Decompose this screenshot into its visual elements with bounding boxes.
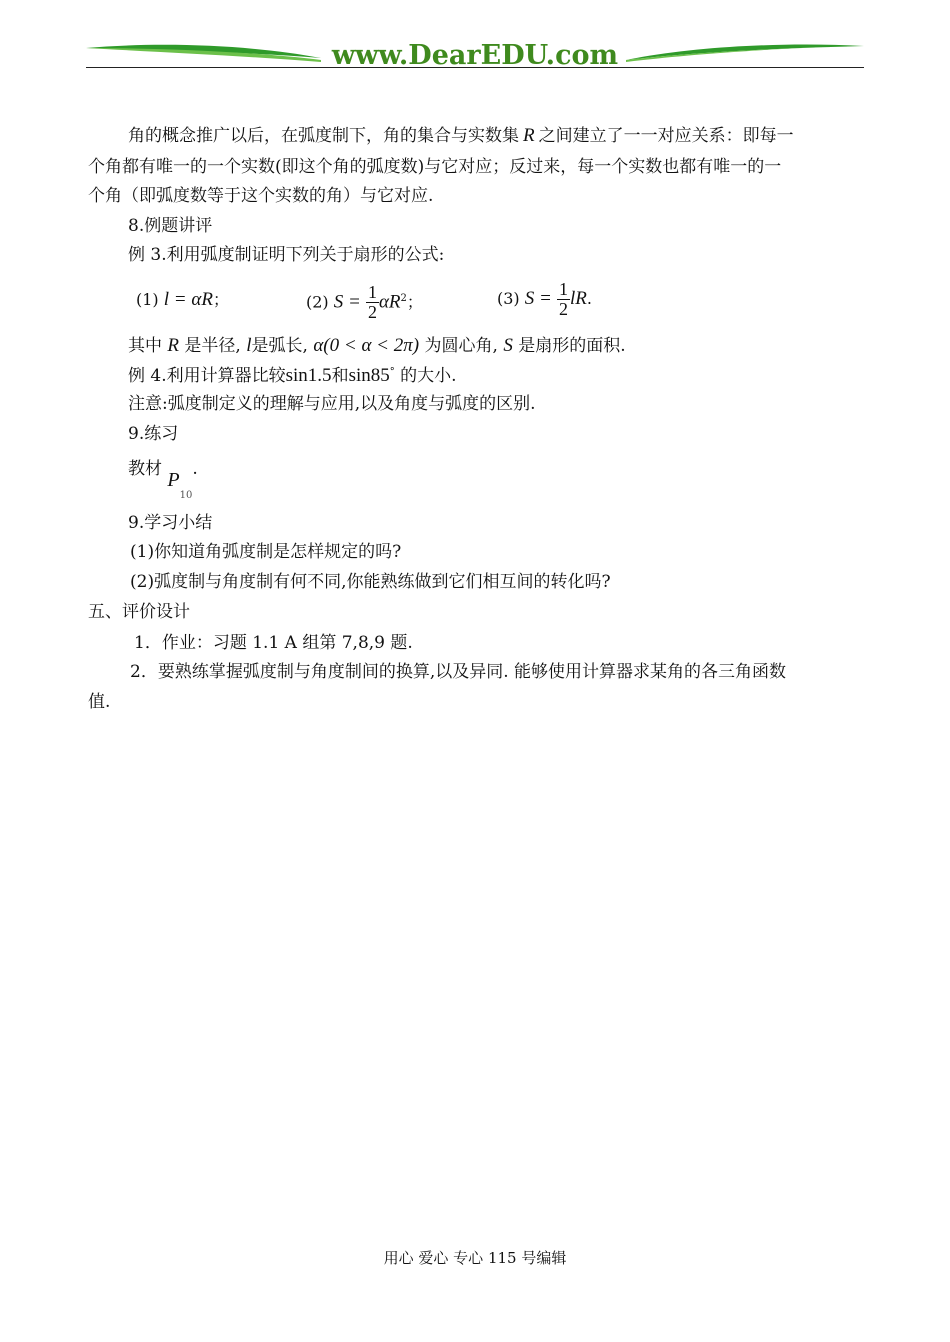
denominator: 2 bbox=[558, 299, 568, 319]
numerator: 1 bbox=[367, 282, 377, 303]
definition-line bbox=[128, 336, 626, 355]
math-symbol: R bbox=[167, 335, 180, 356]
text: 是半径, bbox=[184, 336, 241, 356]
punct: ； bbox=[406, 292, 423, 312]
example-4 bbox=[128, 366, 457, 385]
text: 其中 bbox=[128, 336, 162, 356]
superscript: 2 bbox=[400, 293, 407, 304]
text: 为圆心角, bbox=[424, 336, 498, 356]
paragraph-line: 个角（即弧度数等于这个实数的角）与它对应. bbox=[88, 186, 434, 206]
header-rule bbox=[86, 67, 864, 68]
text: 和 bbox=[331, 366, 349, 386]
text: 之间建立了一一对应关系：即每一 bbox=[538, 126, 794, 146]
math-symbol: P bbox=[167, 469, 180, 491]
formula-1 bbox=[136, 282, 229, 318]
formula-label: (2) bbox=[306, 292, 329, 312]
formula-expr: l = αR bbox=[163, 289, 213, 310]
example-3: 例 3.利用弧度制证明下列关于扇形的公式: bbox=[128, 245, 445, 265]
text: 的大小. bbox=[400, 366, 457, 386]
text: 是弧长, bbox=[251, 336, 308, 356]
punct: . bbox=[586, 289, 592, 308]
homework-item: 2．要熟练掌握弧度制与角度制间的换算,以及异同. 能够使用计算器求某角的各三角函数 bbox=[130, 662, 787, 682]
section-heading: 8.例题讲评 bbox=[128, 216, 213, 236]
paragraph-line bbox=[128, 126, 794, 145]
fraction bbox=[557, 280, 570, 319]
summary-question: (1)你知道角弧度制是怎样规定的吗? bbox=[130, 542, 402, 562]
homework-item: 1．作业：习题 1.1 A 组第 7,8,9 题. bbox=[134, 633, 413, 653]
summary-question: (2)弧度制与角度制有何不同,你能熟练做到它们相互间的转化吗? bbox=[130, 572, 611, 592]
site-logo-text[interactable]: www.DearEDU.com bbox=[331, 40, 619, 71]
math-symbol: l bbox=[246, 335, 252, 356]
formula-2 bbox=[306, 276, 423, 325]
section-heading: 9.学习小结 bbox=[128, 513, 213, 533]
math-expr: α(0 < α < 2π) bbox=[313, 335, 420, 356]
text: 教材 bbox=[128, 459, 162, 479]
denominator: 2 bbox=[367, 302, 377, 323]
formula-rhs: αR bbox=[378, 291, 401, 313]
note-line: 注意:弧度制定义的理解与应用,以及角度与弧度的区别. bbox=[128, 394, 536, 414]
degree-mark: ° bbox=[389, 366, 395, 378]
punct: ； bbox=[212, 290, 229, 309]
subscript: 10 bbox=[179, 490, 193, 501]
fraction bbox=[366, 283, 379, 322]
homework-item-cont: 值. bbox=[88, 692, 111, 712]
math-symbol: S bbox=[503, 335, 513, 356]
math-expr: sin1.5 bbox=[285, 365, 332, 386]
punct: . bbox=[192, 459, 198, 479]
math-expr: sin85 bbox=[348, 365, 390, 386]
textbook-ref bbox=[128, 458, 198, 501]
page-footer: 用心 爱心 专心 115 号编辑 bbox=[383, 1249, 567, 1267]
formula-label: (1) bbox=[136, 290, 159, 309]
formula-lhs: S = bbox=[524, 288, 552, 309]
text: 角的概念推广以后，在弧度制下，角的集合与实数集 bbox=[128, 126, 519, 146]
paragraph-line: 个角都有唯一的一个实数(即这个角的弧度数)与它对应；反过来，每一个实数也都有唯一的一 bbox=[88, 157, 782, 177]
formula-label: (3) bbox=[497, 289, 520, 308]
text: 例 4.利用计算器比较 bbox=[128, 366, 286, 386]
section-heading: 9.练习 bbox=[128, 424, 179, 444]
numerator: 1 bbox=[558, 279, 568, 300]
formula-rhs: lR bbox=[569, 288, 587, 309]
section-heading: 五、评价设计 bbox=[88, 602, 190, 622]
math-symbol: R bbox=[523, 125, 535, 146]
formula-3 bbox=[497, 276, 592, 322]
text: 是扇形的面积. bbox=[518, 336, 626, 356]
formula-lhs: S = bbox=[333, 291, 361, 313]
